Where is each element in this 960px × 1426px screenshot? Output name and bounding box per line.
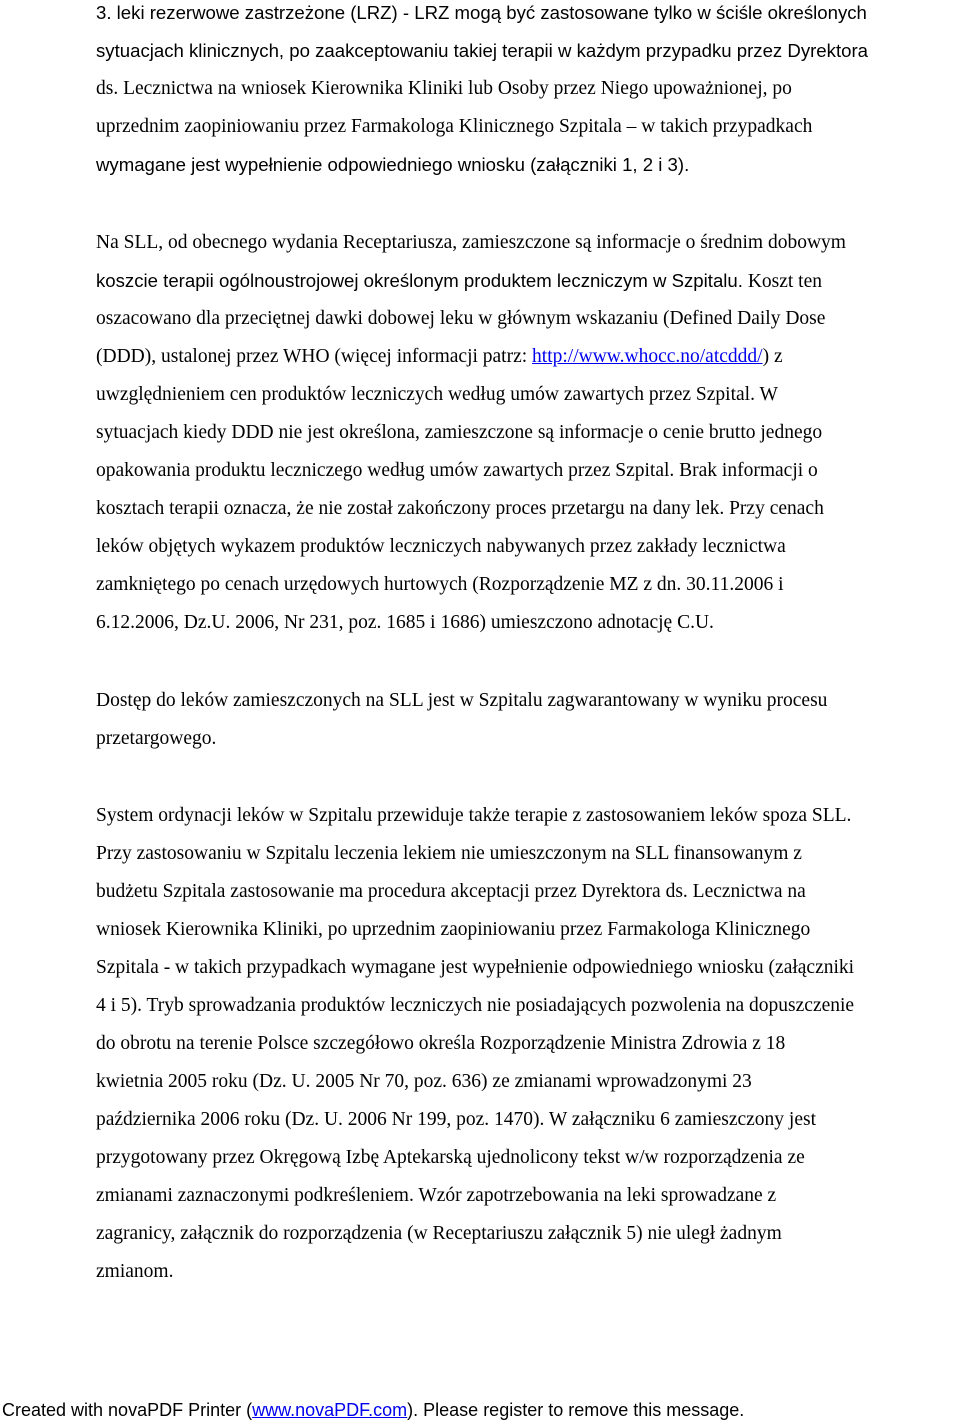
text-line — [96, 338, 846, 376]
text-line: 6.12.2006, Dz.U. 2006, Nr 231, poz. 1685 i 1686) umieszczono adnotację C.U. — [96, 612, 714, 633]
footer-prefix: Created with novaPDF Printer ( — [2, 1400, 253, 1420]
text-line: przygotowany przez Okręgową Izbę Aptekarską ujednolicony tekst w/w rozporządzenia ze — [96, 1147, 805, 1168]
paragraph-ordination-system — [96, 797, 854, 1291]
text-line: uprzednim zaopiniowaniu przez Farmakologa Klinicznego Szpitala – w takich przypadkach — [96, 116, 813, 137]
text-line: do obrotu na terenie Polsce szczegółowo określa Rozporządzenie Ministra Zdrowia z 18 — [96, 1033, 786, 1054]
text-line: System ordynacji leków w Szpitalu przewiduje także terapie z zastosowaniem leków spoza SLL. — [96, 805, 852, 826]
text-line — [96, 262, 846, 300]
text-segment: Koszt ten — [747, 271, 823, 292]
whocc-link[interactable]: http://www.whocc.no/atcddd/ — [532, 346, 763, 367]
text-line: zamkniętego po cenach urzędowych hurtowych (Rozporządzenie MZ z dn. 30.11.2006 i — [96, 574, 784, 595]
footer-suffix: ). Please register to remove this message. — [407, 1400, 745, 1420]
novapdf-link[interactable]: www.novaPDF.com — [252, 1400, 408, 1420]
text-line: 4 i 5). Tryb sprowadzania produktów leczniczych nie posiadających pozwolenia na dopuszczenie — [96, 995, 855, 1016]
paragraph-sll-cost — [96, 224, 846, 642]
text-segment: ) z — [762, 346, 783, 367]
text-line: Dostęp do leków zamieszczonych na SLL jest w Szpitalu zagwarantowany w wyniku procesu — [96, 690, 828, 711]
text-line: zmianom. — [96, 1261, 174, 1282]
text-segment: koszcie terapii ogólnoustrojowej określonym produktem leczniczym w Szpitalu. — [96, 270, 743, 291]
text-line: zmianami zaznaczonymi podkreśleniem. Wzór zapotrzebowania na leki sprowadzane z — [96, 1185, 777, 1206]
paragraph-lrz — [96, 0, 868, 184]
text-line: uwzględnieniem cen produktów leczniczych według umów zawartych przez Szpital. W — [96, 384, 778, 405]
text-line: ds. Lecznictwa na wniosek Kierownika Kliniki lub Osoby przez Niego upoważnionej, po — [96, 78, 792, 99]
text-line: przetargowego. — [96, 728, 217, 749]
text-line: października 2006 roku (Dz. U. 2006 Nr 199, poz. 1470). W załączniku 6 zamieszczony jest — [96, 1109, 817, 1130]
text-line: Na SLL, od obecnego wydania Receptariusza, zamieszczone są informacje o średnim dobowym — [96, 232, 846, 253]
text-line: opakowania produktu leczniczego według umów zawartych przez Szpital. Brak informacji o — [96, 460, 818, 481]
text-line: kosztach terapii oznacza, że nie został zakończony proces przetargu na dany lek. Przy cenach — [96, 498, 824, 519]
text-line: Przy zastosowaniu w Szpitalu leczenia lekiem nie umieszczonym na SLL finansowanym z — [96, 843, 802, 864]
text-line: budżetu Szpitala zastosowanie ma procedura akceptacji przez Dyrektora ds. Lecznictwa na — [96, 881, 806, 902]
text-line: wniosek Kierownika Kliniki, po uprzednim zaopiniowaniu przez Farmakologa Klinicznego — [96, 919, 811, 940]
text-line: sytuacjach klinicznych, po zaakceptowaniu takiej terapii w każdym przypadku przez Dyrektora — [96, 40, 868, 61]
text-line: wymagane jest wypełnienie odpowiedniego wniosku (załączniki 1, 2 i 3). — [96, 154, 690, 175]
text-line: 3. leki rezerwowe zastrzeżone (LRZ) - LRZ mogą być zastosowane tylko w ściśle określonych — [96, 2, 867, 23]
text-segment: (DDD), ustalonej przez WHO (więcej informacji patrz: — [96, 346, 533, 367]
text-line: Szpitala - w takich przypadkach wymagane jest wypełnienie odpowiedniego wniosku (załączniki — [96, 957, 855, 978]
text-line: sytuacjach kiedy DDD nie jest określona, zamieszczone są informacje o cenie brutto jednego — [96, 422, 823, 443]
text-line: oszacowano dla przeciętnej dawki dobowej leku w głównym wskazaniu (Defined Daily Dose — [96, 308, 826, 329]
paragraph-access — [96, 682, 827, 758]
text-line: kwietnia 2005 roku (Dz. U. 2005 Nr 70, poz. 636) ze zmianami wprowadzonymi 23 — [96, 1071, 752, 1092]
text-line: zagranicy, załącznik do rozporządzenia (w Receptariuszu załącznik 5) nie uległ żadnym — [96, 1223, 782, 1244]
printer-watermark-footer — [2, 1399, 744, 1421]
text-line: leków objętych wykazem produktów leczniczych nabywanych przez zakłady lecznictwa — [96, 536, 786, 557]
